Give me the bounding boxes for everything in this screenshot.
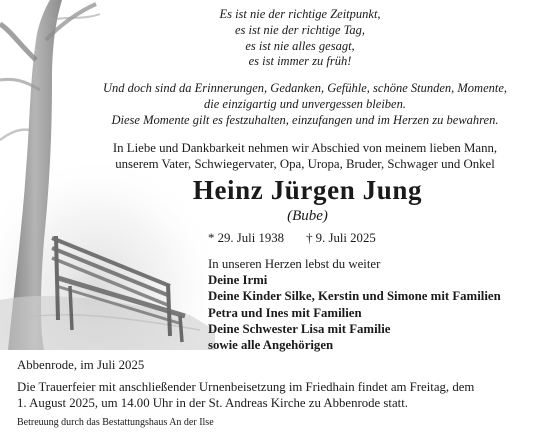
- mourner-line: Deine Irmi: [208, 273, 268, 288]
- mourner-line: sowie alle Angehörigen: [208, 338, 334, 353]
- birth-date: * 29. Juli 1938: [208, 231, 285, 245]
- mourner-line: Deine Kinder Silke, Kerstin und Simone mit Familien: [208, 289, 501, 304]
- deceased-name: Heinz Jürgen Jung: [192, 175, 423, 205]
- death-date: † 9. Juli 2025: [306, 231, 376, 245]
- deceased-nickname: (Bube): [287, 208, 328, 224]
- farewell-intro: [70, 140, 540, 172]
- poem-line: es ist nie alles gesagt,: [245, 38, 355, 53]
- memory-line: Diese Momente gilt es festzuhalten, einzufangen und im Herzen zu bewahren.: [111, 112, 499, 127]
- mourner-line: Petra und Ines mit Familien: [208, 305, 362, 320]
- poem-line: es ist nie der richtige Tag,: [234, 22, 366, 37]
- memory-text: [60, 81, 550, 128]
- mourners-list: [208, 256, 501, 353]
- mourner-line: Deine Schwester Lisa mit Familie: [208, 321, 391, 336]
- mourners-intro: In unseren Herzen lebst du weiter: [208, 257, 381, 271]
- place-and-date: Abbenrode, im Juli 2025: [17, 358, 145, 372]
- poem-line: es ist immer zu früh!: [248, 54, 352, 69]
- funeral-details: [17, 380, 539, 411]
- life-dates: [208, 230, 376, 246]
- funeral-line: 1. August 2025, um 14.00 Uhr in der St. Andreas Kirche zu Abbenrode statt.: [17, 395, 408, 410]
- memory-line: die einzigartig und unvergessen bleiben.: [204, 96, 406, 111]
- poem: [175, 7, 425, 70]
- intro-line: unserem Vater, Schwiegervater, Opa, Uropa, Bruder, Schwager und Onkel: [115, 157, 495, 171]
- memory-line: Und doch sind da Erinnerungen, Gedanken, Gefühle, schöne Stunden, Momente,: [102, 81, 508, 95]
- intro-line: In Liebe und Dankbarkeit nehmen wir Abschied von meinem lieben Mann,: [112, 141, 498, 155]
- undertaker-credit: Betreuung durch das Bestattungshaus An der Ilse: [17, 417, 214, 428]
- funeral-line: Die Trauerfeier mit anschließender Urnenbeisetzung im Friedhain findet am Freitag, dem: [17, 380, 475, 394]
- poem-line: Es ist nie der richtige Zeitpunkt,: [219, 7, 381, 21]
